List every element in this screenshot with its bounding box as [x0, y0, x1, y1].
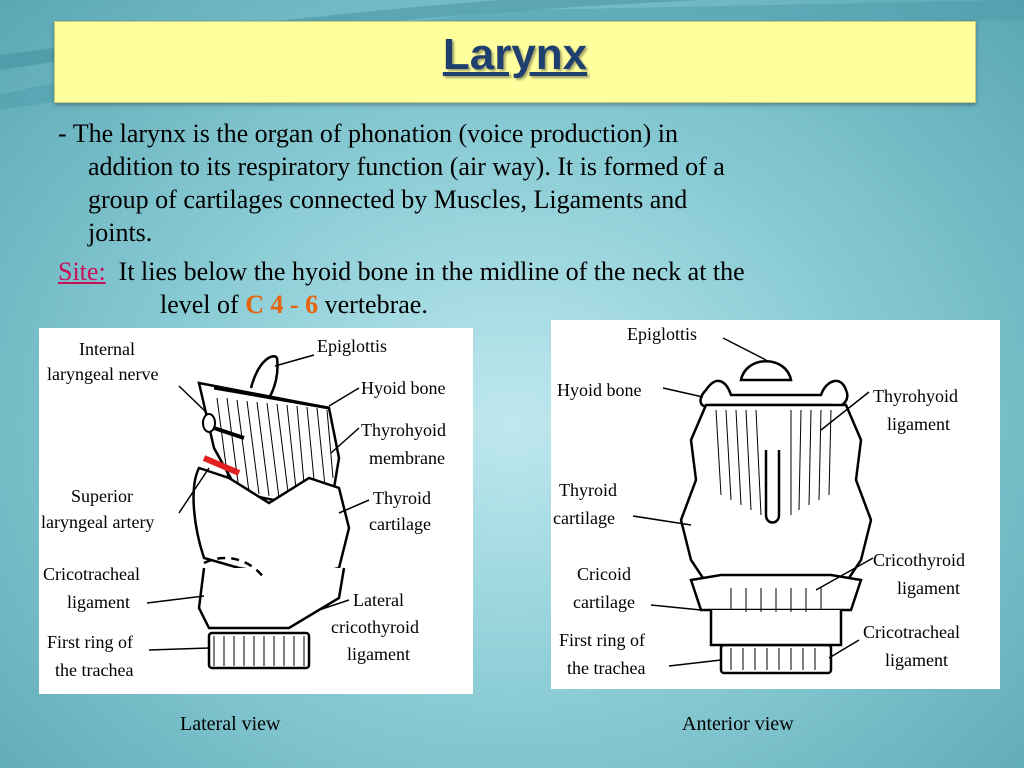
label-firstring-1: First ring of [47, 632, 134, 652]
label-cricotracheal-1: Cricotracheal [43, 564, 140, 584]
ant-label-hyoid-bone: Hyoid bone [557, 380, 642, 400]
ant-label-thyroid-2: cartilage [553, 508, 615, 528]
foramen-oval [203, 414, 215, 432]
intro-line-3: group of cartilages connected by Muscles, Ligaments and [88, 185, 688, 214]
label-lateral-2: cricothyroid [331, 617, 419, 637]
ant-label-cricotracheal-1: Cricotracheal [863, 622, 960, 642]
label-thyroid-1: Thyroid [373, 488, 431, 508]
intro-paragraph [58, 117, 978, 249]
site-text-1: It lies below the hyoid bone in the midline of the neck at the [118, 257, 745, 286]
label-epiglottis: Epiglottis [317, 336, 388, 356]
site-text-2: level of [160, 290, 239, 319]
label-lateral-3: ligament [347, 644, 410, 664]
ant-label-thyroid-1: Thyroid [559, 480, 617, 500]
label-thyroid-2: cartilage [369, 514, 431, 534]
lateral-view-diagram [39, 328, 473, 694]
ant-label-cricothyroid-1: Cricothyroid [873, 550, 965, 570]
label-cricotracheal-2: ligament [67, 592, 130, 612]
label-thyrohyoid-1: Thyrohyoid [361, 420, 446, 440]
site-text-3: vertebrae. [324, 290, 428, 319]
intro-line-4: joints. [88, 218, 153, 247]
vertebral-range: C 4 - 6 [245, 290, 319, 319]
lateral-view-drawing [39, 328, 473, 694]
intro-line-2: addition to its respiratory function (air way). It is formed of a [88, 152, 725, 181]
label-firstring-2: the trachea [55, 660, 134, 680]
site-paragraph [58, 255, 978, 321]
label-hyoid-bone: Hyoid bone [361, 378, 446, 398]
label-thyrohyoid-2: membrane [369, 448, 445, 468]
label-superior-1: Superior [71, 486, 133, 506]
site-label: Site: [58, 257, 106, 286]
label-superior-2: laryngeal artery [41, 512, 155, 532]
anterior-view-diagram [551, 320, 1000, 689]
label-internal-2: laryngeal nerve [47, 364, 159, 384]
ant-label-epiglottis: Epiglottis [627, 324, 698, 344]
ant-label-cricotracheal-2: ligament [885, 650, 948, 670]
label-internal-1: Internal [79, 339, 135, 359]
anterior-view-drawing [551, 320, 1000, 689]
page-title: Larynx [442, 30, 588, 79]
intro-line-1: - The larynx is the organ of phonation (voice production) in [58, 119, 679, 148]
ant-label-thyrohyoid-1: Thyrohyoid [873, 386, 958, 406]
ant-label-cricoid-1: Cricoid [577, 564, 631, 584]
thyroid-notch [766, 450, 779, 523]
ant-label-thyrohyoid-2: ligament [887, 414, 950, 434]
ant-label-firstring-2: the trachea [567, 658, 646, 678]
title-banner [54, 21, 976, 103]
ant-label-cricothyroid-2: ligament [897, 578, 960, 598]
ant-label-firstring-1: First ring of [559, 630, 646, 650]
lateral-view-caption: Lateral view [180, 713, 281, 735]
label-lateral-1: Lateral [353, 590, 404, 610]
ant-label-cricoid-2: cartilage [573, 592, 635, 612]
anterior-view-caption: Anterior view [682, 713, 794, 735]
